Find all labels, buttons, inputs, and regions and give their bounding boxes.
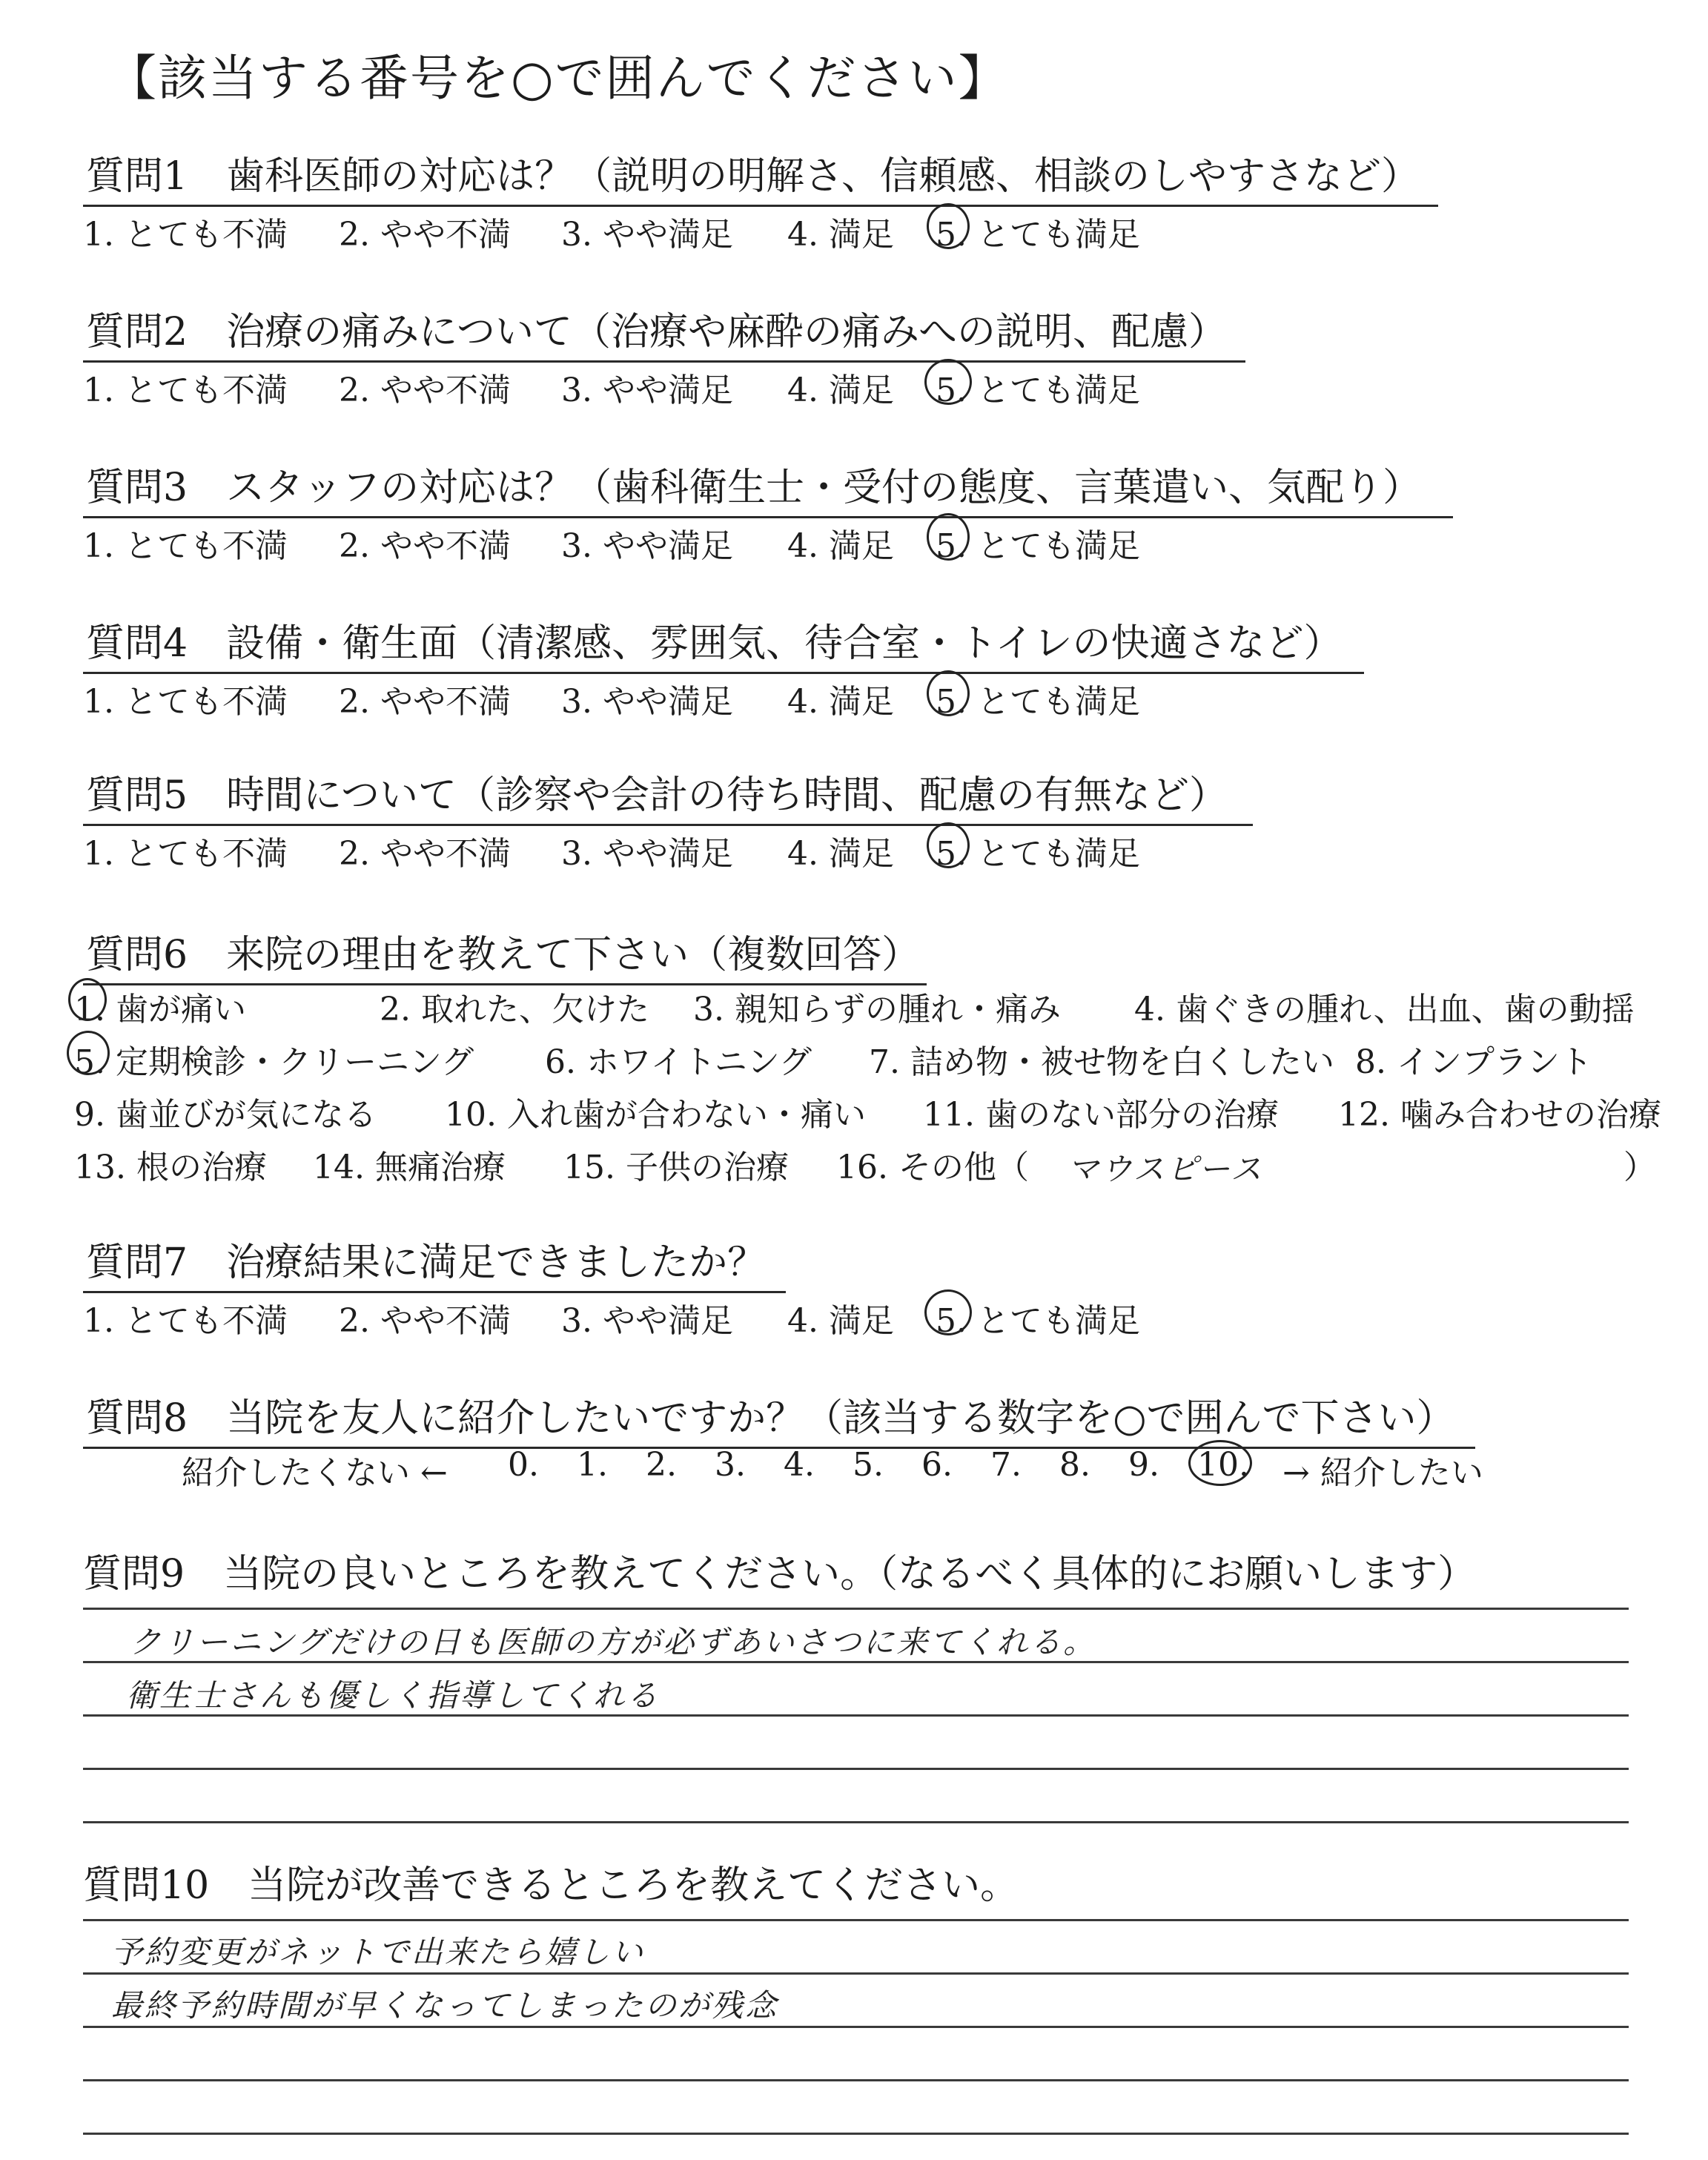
q9-answer-1[interactable]: クリーニングだけの日も医師の方が必ずあいさつに来てくれる。 bbox=[130, 1624, 1097, 1660]
option-4[interactable]: 4. 満足 bbox=[787, 835, 894, 873]
answer-line bbox=[83, 1608, 1629, 1610]
question-5-options bbox=[83, 827, 1343, 871]
answer-line bbox=[83, 2026, 1629, 2028]
q6-option-7[interactable]: 7. 詰め物・被せ物を白くしたい bbox=[869, 1043, 1334, 1081]
q6-option-3[interactable]: 3. 親知らずの腫れ・痛み bbox=[693, 991, 1061, 1028]
option-4[interactable]: 4. 満足 bbox=[787, 683, 894, 721]
option-3[interactable]: 3. やや満足 bbox=[561, 216, 733, 254]
option-2[interactable]: 2. やや不満 bbox=[339, 683, 511, 721]
option-1[interactable]: 1. とても不満 bbox=[83, 216, 288, 254]
q6-option-14[interactable]: 14. 無痛治療 bbox=[313, 1149, 506, 1186]
option-3[interactable]: 3. やや満足 bbox=[561, 371, 733, 409]
selection-circle bbox=[927, 670, 970, 716]
q10-answer-1[interactable]: 予約変更がネットで出来たら嬉しい bbox=[111, 1934, 646, 1970]
q6-option-4[interactable]: 4. 歯ぐきの腫れ、出血、歯の動揺 bbox=[1134, 991, 1635, 1028]
answer-line bbox=[83, 2079, 1629, 2081]
question-4-options bbox=[83, 675, 1343, 719]
q6-option-6[interactable]: 6. ホワイトニング bbox=[545, 1043, 812, 1081]
q6-option-16[interactable]: 16. その他（ bbox=[836, 1149, 1029, 1186]
option-1[interactable]: 1. とても不満 bbox=[83, 683, 288, 721]
q8-right-label: → 紹介したい bbox=[1282, 1454, 1483, 1492]
form-title: 【該当する番号を○で囲んでください】 bbox=[107, 50, 1009, 107]
question-2-options bbox=[83, 363, 1343, 408]
q6-option-1[interactable]: 1. 歯が痛い bbox=[74, 991, 246, 1028]
q8-left-label: 紹介したくない ← bbox=[182, 1454, 448, 1492]
answer-line bbox=[83, 1661, 1629, 1663]
option-5[interactable]: 5. とても満足 bbox=[936, 527, 1140, 565]
option-3[interactable]: 3. やや満足 bbox=[561, 683, 733, 721]
q8-score-9[interactable]: 9. bbox=[1128, 1446, 1159, 1484]
q6-option-9[interactable]: 9. 歯並びが気になる bbox=[74, 1096, 377, 1134]
q8-score-7[interactable]: 7. bbox=[990, 1446, 1022, 1484]
answer-line bbox=[83, 2133, 1629, 2135]
option-4[interactable]: 4. 満足 bbox=[787, 527, 894, 565]
question-1-options bbox=[83, 208, 1343, 252]
answer-line bbox=[83, 1972, 1629, 1975]
q8-score-6[interactable]: 6. bbox=[921, 1446, 953, 1484]
selection-circle bbox=[67, 1031, 110, 1075]
q8-score-2[interactable]: 2. bbox=[646, 1446, 677, 1484]
selection-circle bbox=[1188, 1440, 1252, 1486]
question-4-title: 質問4 設備・衛生面（清潔感、雰囲気、待合室・トイレの快適さなど） bbox=[83, 612, 1364, 674]
q6-option-13[interactable]: 13. 根の治療 bbox=[74, 1149, 267, 1186]
q6-option-11[interactable]: 11. 歯のない部分の治療 bbox=[923, 1096, 1279, 1134]
q8-score-5[interactable]: 5. bbox=[853, 1446, 884, 1484]
q9-answer-2[interactable]: 衛生士さんも優しく指導してくれる bbox=[126, 1677, 661, 1714]
q8-score-10[interactable]: 10. bbox=[1197, 1446, 1249, 1484]
q6-option-15[interactable]: 15. 子供の治療 bbox=[563, 1149, 789, 1186]
selection-circle bbox=[927, 203, 970, 249]
q8-score-3[interactable]: 3. bbox=[715, 1446, 746, 1484]
question-10-title: 質問10 当院が改善できるところを教えてください。 bbox=[83, 1863, 1019, 1908]
q8-score-1[interactable]: 1. bbox=[577, 1446, 608, 1484]
question-1-title: 質問1 歯科医師の対応は？（説明の明解さ、信頼感、相談のしやすさなど） bbox=[83, 145, 1438, 207]
option-3[interactable]: 3. やや満足 bbox=[561, 527, 733, 565]
option-5[interactable]: 5. とても満足 bbox=[936, 683, 1140, 721]
option-5[interactable]: 5. とても満足 bbox=[936, 216, 1140, 254]
option-1[interactable]: 1. とても不満 bbox=[83, 1302, 288, 1340]
option-2[interactable]: 2. やや不満 bbox=[339, 835, 511, 873]
selection-circle bbox=[927, 822, 970, 868]
option-3[interactable]: 3. やや満足 bbox=[561, 1302, 733, 1340]
selection-circle bbox=[924, 359, 972, 405]
q6-other-close: ） bbox=[1623, 1149, 1656, 1186]
option-4[interactable]: 4. 満足 bbox=[787, 216, 894, 254]
q8-score-0[interactable]: 0. bbox=[508, 1446, 539, 1484]
q10-answer-2[interactable]: 最終予約時間が早くなってしまったのが残念 bbox=[111, 1987, 779, 2024]
q6-option-10[interactable]: 10. 入れ歯が合わない・痛い bbox=[445, 1096, 866, 1134]
question-2-title: 質問2 治療の痛みについて（治療や麻酔の痛みへの説明、配慮） bbox=[83, 300, 1245, 363]
question-9-title: 質問9 当院の良いところを教えてください。（なるべく具体的にお願いします） bbox=[83, 1552, 1477, 1596]
question-7-title: 質問7 治療結果に満足できましたか？ bbox=[83, 1231, 786, 1293]
q8-score-8[interactable]: 8. bbox=[1059, 1446, 1090, 1484]
question-5-title: 質問5 時間について（診察や会計の待ち時間、配慮の有無など） bbox=[83, 764, 1253, 826]
question-3-options bbox=[83, 519, 1343, 564]
option-4[interactable]: 4. 満足 bbox=[787, 1302, 894, 1340]
answer-line bbox=[83, 1768, 1629, 1770]
q6-option-5[interactable]: 5. 定期検診・クリーニング bbox=[74, 1043, 474, 1081]
option-4[interactable]: 4. 満足 bbox=[787, 371, 894, 409]
option-2[interactable]: 2. やや不満 bbox=[339, 371, 511, 409]
q8-score-4[interactable]: 4. bbox=[784, 1446, 815, 1484]
option-5[interactable]: 5. とても満足 bbox=[936, 371, 1140, 409]
option-3[interactable]: 3. やや満足 bbox=[561, 835, 733, 873]
answer-line bbox=[83, 1821, 1629, 1823]
q6-option-12[interactable]: 12. 噛み合わせの治療 bbox=[1338, 1096, 1661, 1134]
question-7-options bbox=[83, 1294, 1343, 1338]
question-3-title: 質問3 スタッフの対応は？（歯科衛生士・受付の態度、言葉遣い、気配り） bbox=[83, 456, 1453, 518]
q6-other-handwritten[interactable]: マウスピース bbox=[1068, 1151, 1264, 1187]
option-2[interactable]: 2. やや不満 bbox=[339, 527, 511, 565]
option-5[interactable]: 5. とても満足 bbox=[936, 1302, 1140, 1340]
option-1[interactable]: 1. とても不満 bbox=[83, 527, 288, 565]
question-8-scale bbox=[182, 1446, 1516, 1490]
selection-circle bbox=[68, 978, 107, 1021]
option-2[interactable]: 2. やや不満 bbox=[339, 1302, 511, 1340]
q6-option-2[interactable]: 2. 取れた、欠けた bbox=[380, 991, 649, 1028]
selection-circle bbox=[927, 513, 970, 561]
q6-option-8[interactable]: 8. インプラント bbox=[1355, 1043, 1592, 1081]
option-5[interactable]: 5. とても満足 bbox=[936, 835, 1140, 873]
answer-line bbox=[83, 1919, 1629, 1921]
option-1[interactable]: 1. とても不満 bbox=[83, 371, 288, 409]
question-6-title: 質問6 来院の理由を教えて下さい（複数回答） bbox=[83, 923, 927, 985]
answer-line bbox=[83, 1714, 1629, 1717]
option-2[interactable]: 2. やや不満 bbox=[339, 216, 511, 254]
selection-circle bbox=[924, 1289, 972, 1335]
option-1[interactable]: 1. とても不満 bbox=[83, 835, 288, 873]
question-8-title: 質問8 当院を友人に紹介したいですか？（該当する数字を○で囲んで下さい） bbox=[83, 1387, 1475, 1449]
